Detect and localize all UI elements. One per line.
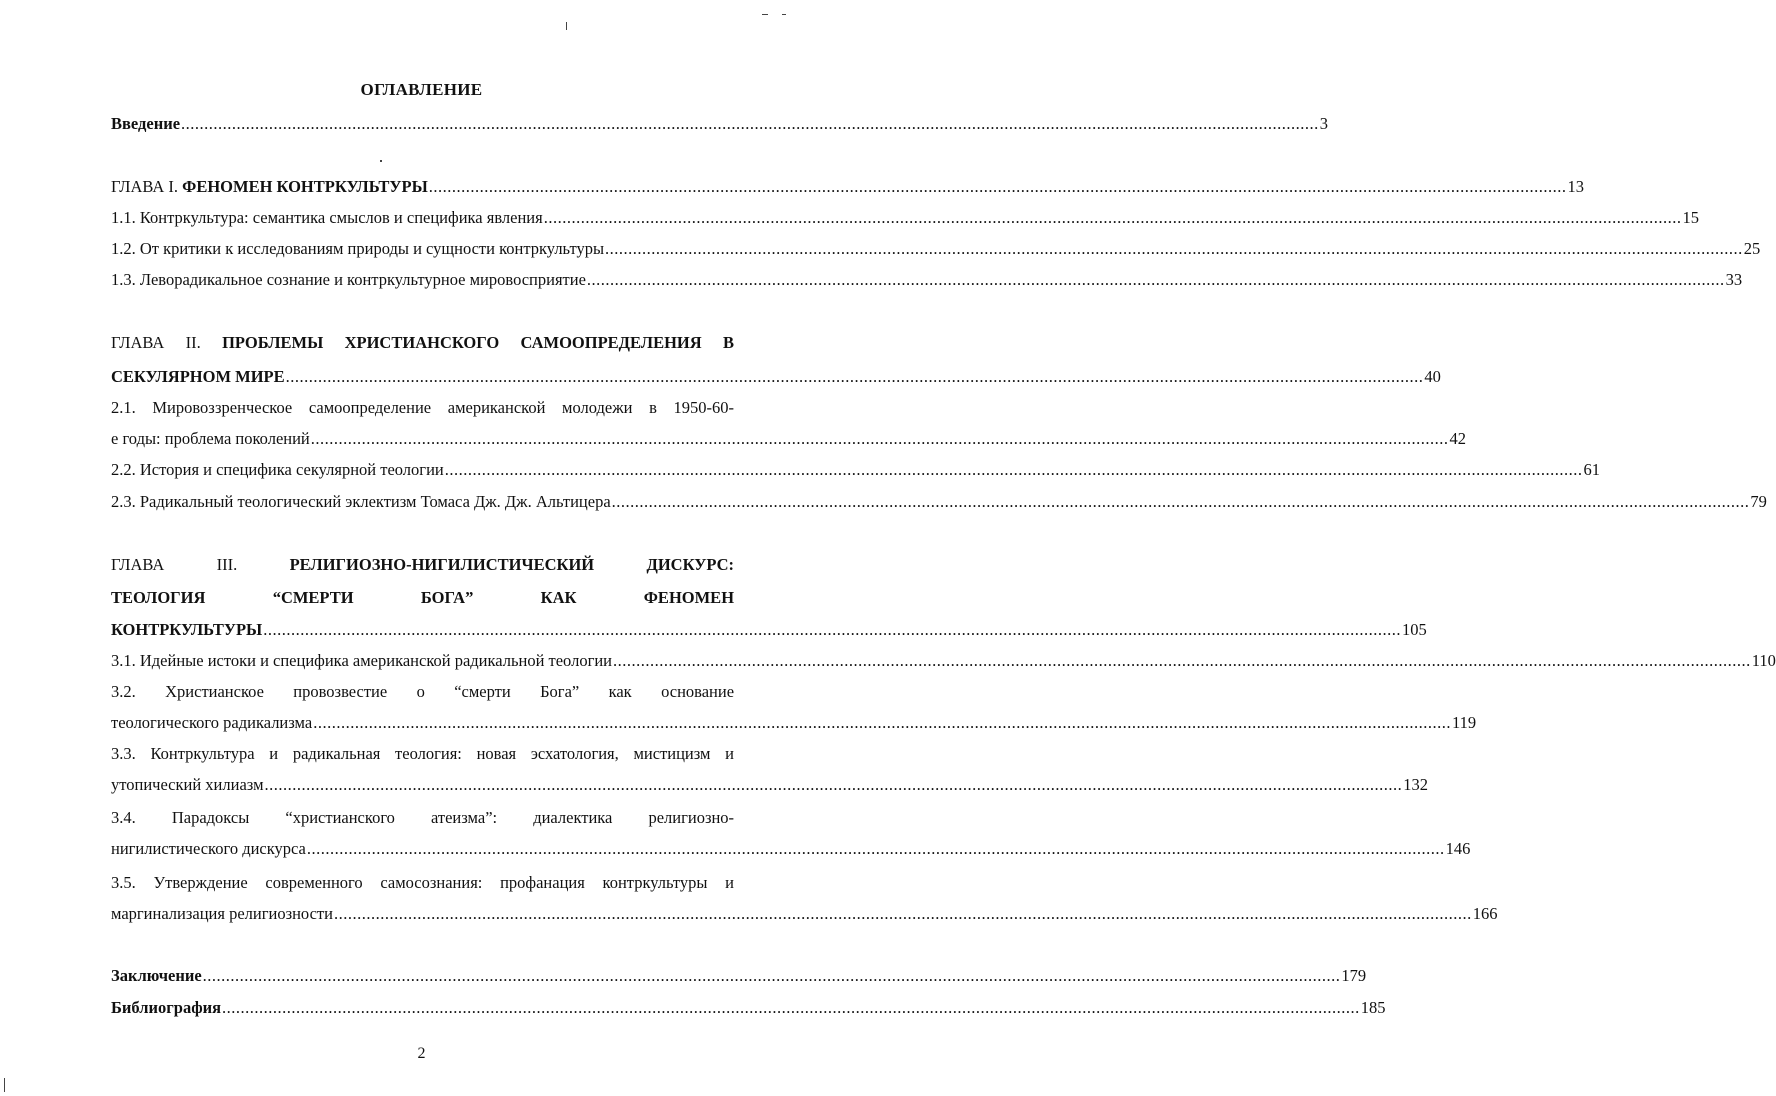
leader-dots bbox=[604, 239, 1743, 259]
scan-speck bbox=[782, 14, 786, 15]
leader-dots bbox=[428, 177, 1567, 197]
toc-entry-label: е годы: проблема поколений bbox=[111, 429, 310, 448]
leader-dots bbox=[612, 651, 1751, 671]
toc-word: религиозно- bbox=[648, 808, 735, 827]
toc-word: Христианское bbox=[165, 682, 264, 701]
toc-entry-introduction[interactable] bbox=[111, 114, 1329, 134]
toc-page-number: 146 bbox=[1445, 839, 1471, 858]
leader-dots bbox=[262, 620, 1401, 640]
leader-dots bbox=[312, 713, 1451, 733]
toc-entry-label: 3.5. Утверждение современного самосознания: профанация контркультуры и bbox=[111, 873, 734, 892]
toc-page-number: 185 bbox=[1360, 998, 1386, 1017]
toc-page-number: 33 bbox=[1725, 270, 1743, 289]
chapter-title: ФЕНОМЕН КОНТРКУЛЬТУРЫ bbox=[182, 177, 428, 196]
toc-word: атеизма”: bbox=[431, 808, 498, 827]
toc-word: 3.4. bbox=[111, 808, 136, 827]
toc-page-number: 13 bbox=[1567, 177, 1585, 196]
chapter-title-word: “СМЕРТИ bbox=[272, 588, 354, 607]
leader-dots bbox=[586, 270, 1725, 290]
toc-section-3-3-line2[interactable] bbox=[111, 775, 1429, 795]
toc-word: “смерти bbox=[454, 682, 511, 701]
toc-entry-label: 1.3. Леворадикальное сознание и контркультурное мировосприятие bbox=[111, 270, 586, 289]
toc-page-number: 40 bbox=[1424, 367, 1441, 386]
toc-word: диалектика bbox=[533, 808, 613, 827]
toc-chapter-2-line1[interactable] bbox=[111, 333, 734, 353]
toc-section-2-1-line1[interactable] bbox=[111, 398, 734, 418]
toc-page-number: 79 bbox=[1750, 492, 1767, 511]
toc-section-3-2-line1[interactable] bbox=[111, 682, 734, 702]
toc-word: “христианского bbox=[285, 808, 395, 827]
toc-word: Парадоксы bbox=[171, 808, 250, 827]
toc-page-number: 3 bbox=[1319, 114, 1329, 133]
toc-word: Бога” bbox=[540, 682, 580, 701]
toc-section-2-1-line2[interactable] bbox=[111, 429, 1467, 449]
chapter-title-word: КАК bbox=[540, 588, 577, 607]
leader-dots bbox=[221, 998, 1360, 1018]
toc-entry-label: Заключение bbox=[111, 966, 202, 985]
chapter-title: РЕЛИГИОЗНО-НИГИЛИСТИЧЕСКИЙ bbox=[289, 555, 595, 574]
leader-dots bbox=[543, 208, 1682, 228]
toc-entry-bibliography[interactable] bbox=[111, 998, 1386, 1018]
toc-entry-label: 1.2. От критики к исследованиям природы и сущности контркультуры bbox=[111, 239, 605, 258]
scan-speck bbox=[762, 14, 768, 15]
toc-chapter-1[interactable] bbox=[111, 177, 1585, 197]
toc-section-3-3-line1[interactable] bbox=[111, 744, 734, 764]
toc-chapter-3-line2[interactable] bbox=[111, 588, 734, 608]
toc-word: 3.2. bbox=[111, 682, 136, 701]
scan-speck bbox=[566, 22, 567, 30]
toc-chapter-2-line2[interactable] bbox=[111, 367, 1441, 387]
toc-word: как bbox=[608, 682, 632, 701]
toc-page-number: 25 bbox=[1743, 239, 1761, 258]
toc-entry-label: маргинализация религиозности bbox=[111, 904, 333, 923]
toc-chapter-3-line1[interactable] bbox=[111, 555, 734, 575]
leader-dots bbox=[310, 429, 1449, 449]
toc-section-3-5-line2[interactable] bbox=[111, 904, 1498, 924]
toc-page-number: 166 bbox=[1472, 904, 1498, 923]
chapter-title: ПРОБЛЕМЫ ХРИСТИАНСКОГО САМООПРЕДЕЛЕНИЯ В bbox=[222, 333, 735, 352]
leader-dots bbox=[285, 367, 1424, 387]
chapter-prefix: ГЛАВА bbox=[111, 555, 165, 574]
toc-page-number: 110 bbox=[1751, 651, 1776, 670]
toc-entry-label: 3.1. Идейные истоки и специфика американской радикальной теологии bbox=[111, 651, 613, 670]
toc-page-number: 119 bbox=[1451, 713, 1477, 732]
toc-entry-label: нигилистического дискурса bbox=[111, 839, 306, 858]
toc-page-number: 179 bbox=[1341, 966, 1367, 985]
chapter-title-continued: СЕКУЛЯРНОМ МИРЕ bbox=[111, 367, 285, 386]
leader-dots bbox=[444, 460, 1583, 480]
toc-section-3-1[interactable] bbox=[111, 651, 1776, 671]
toc-section-2-2[interactable] bbox=[111, 460, 1600, 480]
leader-dots bbox=[202, 966, 1341, 986]
toc-page-number: 105 bbox=[1401, 620, 1427, 639]
toc-entry-label: Библиография bbox=[111, 998, 222, 1017]
toc-page-number: 61 bbox=[1583, 460, 1600, 479]
toc-section-3-5-line1[interactable] bbox=[111, 873, 734, 893]
toc-entry-conclusion[interactable] bbox=[111, 966, 1367, 986]
chapter-title-continued: КОНТРКУЛЬТУРЫ bbox=[111, 620, 263, 639]
toc-section-1-2[interactable] bbox=[111, 239, 1761, 259]
page-number: 2 bbox=[417, 1045, 426, 1062]
leader-dots bbox=[333, 904, 1472, 924]
toc-entry-label: 2.2. История и специфика секулярной теологии bbox=[111, 460, 444, 479]
leader-dots bbox=[306, 839, 1445, 859]
toc-entry-label: 2.3. Радикальный теологический эклектизм Томаса Дж. Дж. Альтицера bbox=[111, 492, 611, 511]
chapter-title: ДИСКУРС: bbox=[646, 555, 735, 574]
chapter-prefix: ГЛАВА I. bbox=[111, 177, 179, 196]
chapter-title-word: БОГА” bbox=[420, 588, 474, 607]
toc-section-1-1[interactable] bbox=[111, 208, 1699, 228]
toc-chapter-3-line3[interactable] bbox=[111, 620, 1427, 640]
leader-dots bbox=[264, 775, 1403, 795]
toc-section-2-3[interactable] bbox=[111, 492, 1767, 512]
chapter-title-word: ФЕНОМЕН bbox=[643, 588, 735, 607]
toc-section-3-2-line2[interactable] bbox=[111, 713, 1477, 733]
toc-entry-label: теологического радикализма bbox=[111, 713, 313, 732]
toc-word: провозвестие bbox=[293, 682, 388, 701]
toc-entry-label: утопический хилиазм bbox=[111, 775, 264, 794]
toc-section-3-4-line1[interactable] bbox=[111, 808, 734, 828]
toc-entry-label: Введение bbox=[111, 114, 181, 133]
toc-section-3-4-line2[interactable] bbox=[111, 839, 1471, 859]
toc-page-number: 15 bbox=[1682, 208, 1699, 227]
toc-page-number: 42 bbox=[1449, 429, 1467, 448]
toc-section-1-3[interactable] bbox=[111, 270, 1743, 290]
chapter-title-word: ТЕОЛОГИЯ bbox=[111, 588, 206, 607]
toc-entry-label: 2.1. Мировоззренческое самоопределение американской молодежи в 1950-60- bbox=[111, 398, 734, 417]
toc-entry-label bbox=[111, 177, 428, 197]
page-title: ОГЛАВЛЕНИЕ bbox=[360, 80, 483, 99]
chapter-prefix: III. bbox=[216, 555, 238, 574]
toc-page-number: 132 bbox=[1403, 775, 1429, 794]
toc-entry-label: 3.3. Контркультура и радикальная теология: новая эсхатология, мистицизм и bbox=[111, 744, 734, 763]
chapter-prefix: ГЛАВА II. bbox=[111, 333, 201, 352]
toc-entry-label: 1.1. Контркультура: семантика смыслов и специфика явления bbox=[111, 208, 543, 227]
leader-dots bbox=[611, 492, 1750, 512]
leader-dots bbox=[180, 114, 1319, 134]
toc-word: основание bbox=[661, 682, 735, 701]
scan-speck bbox=[4, 1078, 5, 1092]
toc-word: о bbox=[416, 682, 425, 701]
scan-speck bbox=[380, 160, 382, 162]
